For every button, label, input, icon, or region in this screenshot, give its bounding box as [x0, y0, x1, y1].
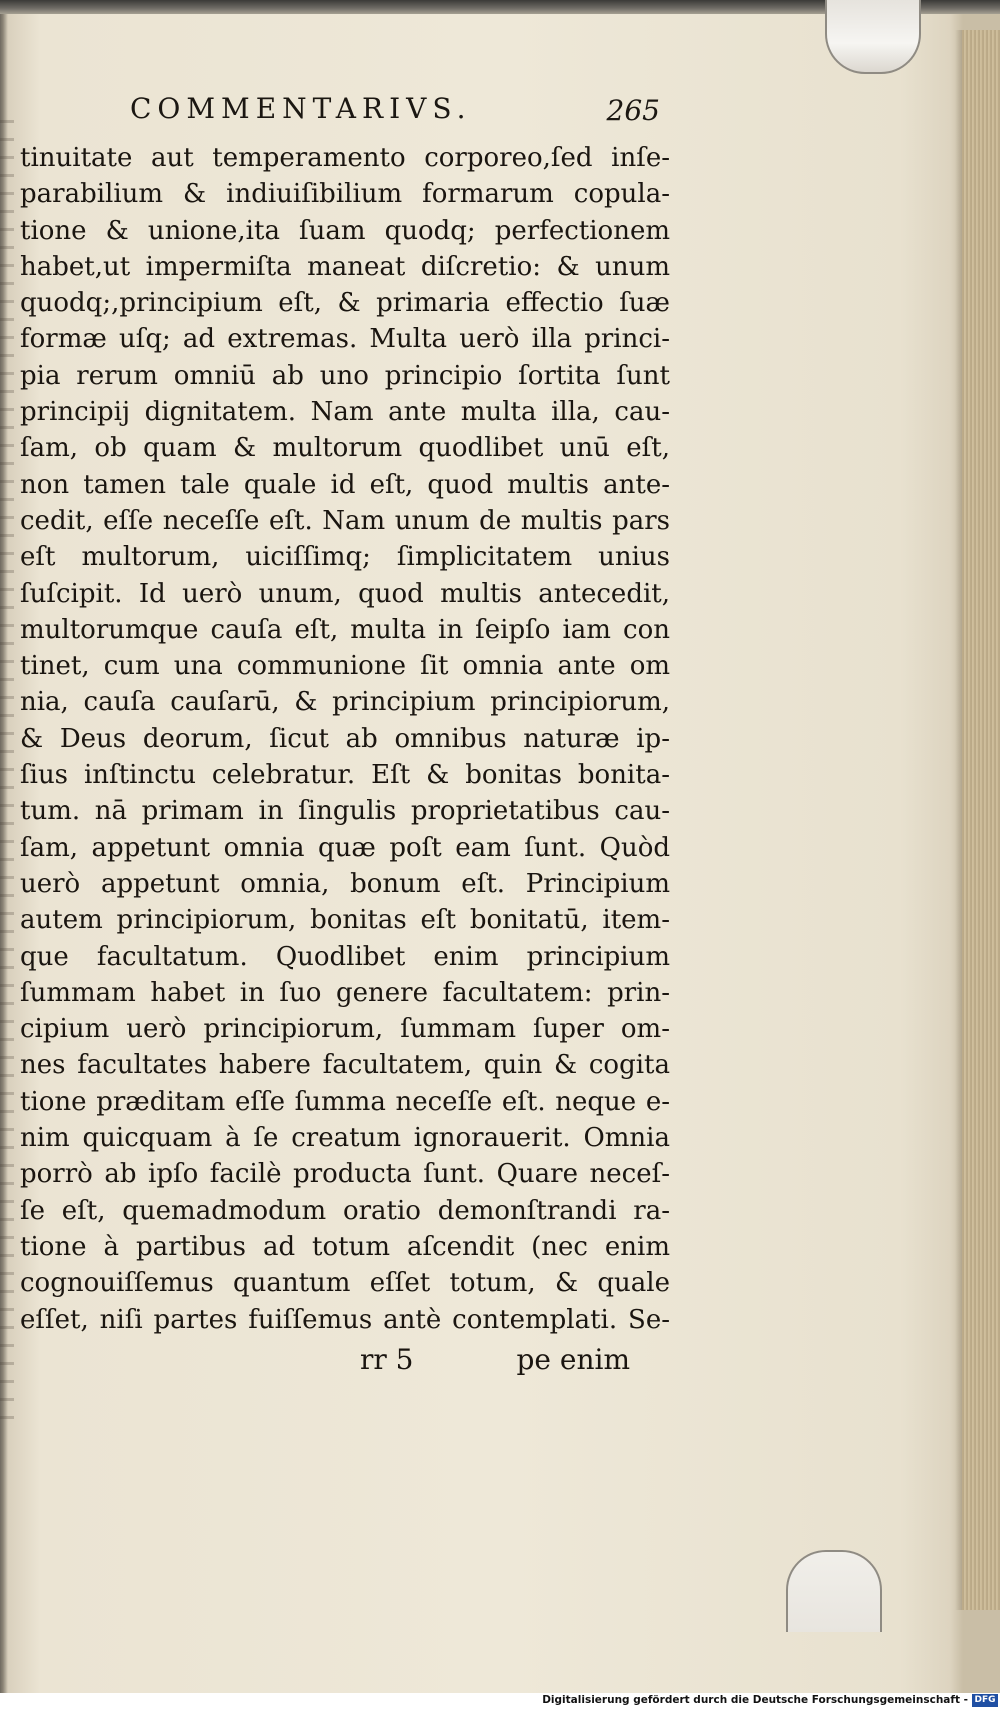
- text-line: nia, cauſa cauſarū, & principium principiorum,: [20, 687, 670, 718]
- text-line: ſe eſt, quemadmodum oratio demonſtrandi ra-: [20, 1195, 670, 1226]
- digitization-footer: [0, 1693, 1000, 1709]
- text-line: autem principiorum, bonitas eſt bonitatū, item-: [20, 905, 670, 936]
- text-line: ſam, appetunt omnia quæ poſt eam ſunt. Quòd: [20, 832, 670, 863]
- text-line: porrò ab ipſo facilè producta ſunt. Quare neceſ-: [20, 1159, 670, 1190]
- text-line: habet,ut impermiſta maneat diſcretio: & unum: [20, 251, 670, 282]
- text-line: parabilium & indiuiſibilium formarum copula-: [20, 179, 670, 210]
- text-line: cognouiſſemus quantum eſſet totum, & quale: [20, 1268, 670, 1299]
- text-line: tione à partibus ad totum aſcendit (nec enim: [20, 1231, 670, 1262]
- text-line: nes facultates habere facultatem, quin & cogita: [20, 1050, 670, 1081]
- catchword: pe enim: [516, 1343, 630, 1376]
- text-line: tinuitate aut temperamento corporeo,ſed inſe-: [20, 143, 670, 173]
- signature-mark: rr 5: [360, 1343, 414, 1376]
- text-line: & Deus deorum, ſicut ab omnibus naturæ ip-: [20, 723, 670, 754]
- text-line: tione & unione,ita ſuam quodq; perfectionem: [20, 215, 670, 246]
- text-line: ſuſcipit. Id uerò unum, quod multis antecedit,: [20, 578, 670, 609]
- text-line: principij dignitatem. Nam ante multa illa, cau-: [20, 397, 670, 428]
- body-text: [20, 140, 670, 1338]
- text-line: non tamen tale quale id eſt, quod multis ante-: [20, 469, 670, 500]
- dfg-logo: DFG: [972, 1694, 998, 1707]
- text-line: ſam, ob quam & multorum quodlibet unū eſt,: [20, 433, 670, 464]
- text-line: ſummam habet in ſuo genere facultatem: prin-: [20, 977, 670, 1008]
- bleed-through-margin: [0, 120, 14, 1420]
- text-line: cipium uerò principiorum, ſummam ſuper om-: [20, 1014, 670, 1045]
- funding-credit: Digitalisierung gefördert durch die Deutsche Forschungsgemeinschaft -: [542, 1694, 968, 1706]
- page-header: [130, 92, 660, 132]
- text-line: ſius inſtinctu celebratur. Eſt & bonitas bonita-: [20, 760, 670, 791]
- text-line: multorumque cauſa eſt, multa in ſeipſo iam con: [20, 614, 670, 645]
- text-line: quodq;,principium eſt, & primaria effectio ſuæ: [20, 288, 670, 319]
- text-line: tione præditam eſſe ſumma neceſſe eſt. neque e-: [20, 1086, 670, 1117]
- text-line: uerò appetunt omnia, bonum eſt. Principium: [20, 868, 670, 899]
- book-clip-bottom: [786, 1550, 882, 1632]
- text-line: nim quicquam à ſe creatum ignorauerit. Omnia: [20, 1123, 670, 1154]
- text-line: tinet, cum una communione ſit omnia ante om: [20, 651, 670, 682]
- text-line: tum. nā primam in ſingulis proprietatibus cau-: [20, 796, 670, 827]
- text-line: eſſet, niſi partes fuiſſemus antè contemplati. Se-: [20, 1304, 670, 1335]
- book-clip-top: [825, 0, 921, 74]
- text-line: que facultatum. Quodlibet enim principium: [20, 941, 670, 972]
- running-head: COMMENTARIVS.: [130, 92, 472, 125]
- text-line: cedit, eſſe neceſſe eſt. Nam unum de multis pars: [20, 505, 670, 536]
- book-page-edges: [962, 30, 1000, 1610]
- page-number: 265: [606, 94, 660, 127]
- text-line: pia rerum omniū ab uno principio ſortita ſunt: [20, 360, 670, 391]
- catch-line: [360, 1343, 630, 1377]
- text-line: formæ uſq; ad extremas. Multa uerò illa princi-: [20, 324, 670, 355]
- text-line: eſt multorum, uiciſſimq; ſimplicitatem unius: [20, 542, 670, 573]
